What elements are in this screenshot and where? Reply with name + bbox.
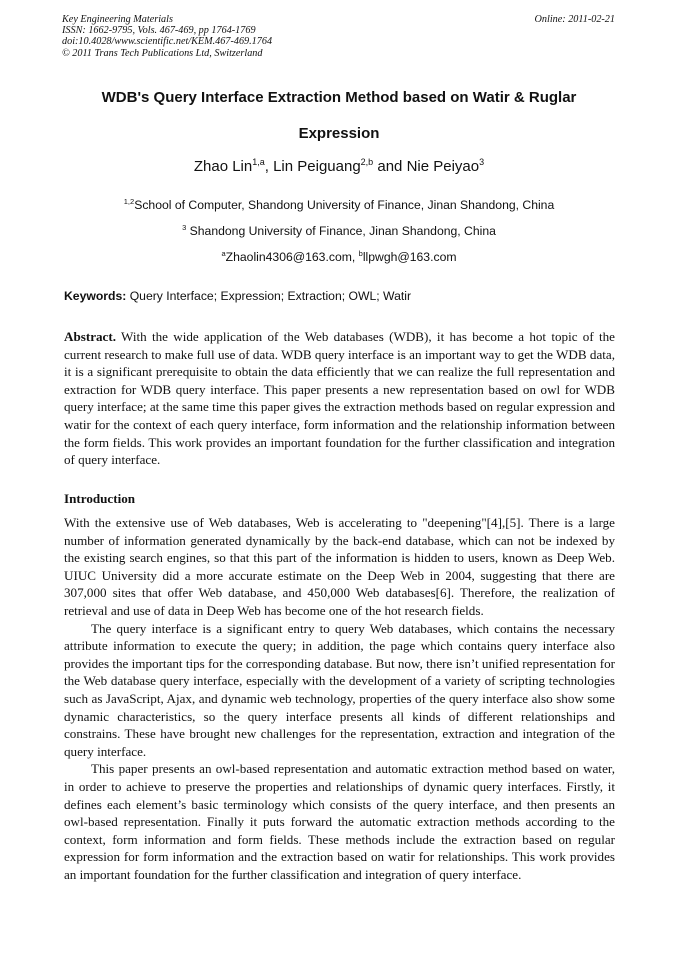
affiliation-1 <box>64 198 614 212</box>
keywords-label: Keywords: <box>64 289 127 303</box>
email-link[interactable]: Zhaolin4306@163.com <box>225 250 352 264</box>
author-affiliation-mark: 1,a <box>252 157 265 167</box>
journal-header <box>62 14 615 59</box>
email-mark: a <box>221 248 226 258</box>
intro-paragraph-2: The query interface is a significant entry to query Web databases, which contains the necessary attribute information to execute the query; in addition, the page which contains query interface also provides the important tips for the corresponding database. But now, there isn’t unified representation for the Web database query interface, especially with the development of a variety of scripting technologies such as JavaScript, Ajax, and dynamic web technology, properties of the query interface also show some dynamic characteristics, so the query interface presents all kinds of different relationships and constrains. These have brought new challenges for the representation, extraction and integration of the query interface. <box>64 620 615 759</box>
journal-issn: ISSN: 1662-9795, Vols. 467-469, pp 1764-1769 <box>62 25 256 37</box>
section-heading-introduction: Introduction <box>64 491 136 506</box>
intro-paragraph-1: With the extensive use of Web databases, Web is accelerating to "deepening"[4],[5]. There is a large number of information generated dynamically by the back-end database, which can not be indexed by the existing search engines, so that this part of the information is hidden to users, known as Deep Web. UIUC University did a more accurate estimate on the Deep Web in 2004, suggesting that there are 307,000 sites that offer Web database, and 450,000 Web databases[6]. Therefore, the realization of retrieval and use of data in Deep Web has become one of the hot research fields. <box>64 515 615 618</box>
author-separator: and <box>373 158 407 175</box>
author-list <box>64 158 614 175</box>
author-affiliation-mark: 3 <box>479 157 485 167</box>
author-separator: , <box>264 158 274 175</box>
introduction-body <box>64 514 615 883</box>
journal-copyright: © 2011 Trans Tech Publications Ltd, Switzerland <box>62 47 263 59</box>
abstract-paragraph <box>64 328 615 469</box>
affiliation-mark: 3 <box>182 222 187 232</box>
affiliation-2 <box>64 224 614 238</box>
abstract-text: With the wide application of the Web databases (WDB), it has become a hot topic of the current research to make full use of data. WDB query interface is an important way to get the WDB data, it is a significant prerequisite to obtain the data efficiently that we can realize the full representation and extraction for WDB query interface. This paper presents a new representation based on owl for WDB query interface; at the same time this paper gives the extraction methods based on regular expression and watir for the context of each query interface, form information and the relationship information between the form fields. This work provides an important foundation for the further classification and integration of query interface. <box>64 329 615 468</box>
abstract-label: Abstract. <box>64 329 116 344</box>
author-name: Zhao Lin <box>193 158 253 175</box>
online-date: Online: 2011-02-21 <box>534 14 615 25</box>
author-name: Nie Peiyao <box>406 158 480 175</box>
author-name: Lin Peiguang <box>273 158 361 175</box>
journal-name: Key Engineering Materials <box>62 14 173 25</box>
keywords-text: Query Interface; Expression; Extraction; OWL; Watir <box>126 289 412 303</box>
author-emails <box>64 250 614 264</box>
author-affiliation-mark: 2,b <box>360 157 374 167</box>
paper-title-line-2: Expression <box>298 125 380 142</box>
abstract <box>64 328 615 469</box>
email-mark: b <box>358 248 363 258</box>
affiliation-text: School of Computer, Shandong University of Finance, Jinan Shandong, China <box>134 198 555 212</box>
email-link[interactable]: llpwgh@163.com <box>362 250 457 264</box>
journal-doi[interactable]: doi:10.4028/www.scientific.net/KEM.467-469.1764 <box>62 36 273 48</box>
intro-paragraph-3: This paper presents an owl-based representation and automatic extraction method based on water, in order to achieve to preserve the properties and relationships of dynamic query interfaces. Firstly, it defines each element’s basic terminology which consists of the query interface, and then presents an owl-based representation. Finally it puts forward the automatic extraction methods according to the context, form information and form fields. These methods include the extraction based on regular expression for form information and the extraction based on watir for relationships. This work provides an important foundation for the further classification and integration of query interface. <box>64 761 615 882</box>
affiliation-text: Shandong University of Finance, Jinan Shandong, China <box>186 224 496 238</box>
affiliation-mark: 1,2 <box>123 196 135 206</box>
email-separator: , <box>351 250 359 264</box>
paper-title-line-1: WDB's Query Interface Extraction Method based on Watir & Ruglar <box>101 89 577 106</box>
keywords <box>64 289 616 303</box>
